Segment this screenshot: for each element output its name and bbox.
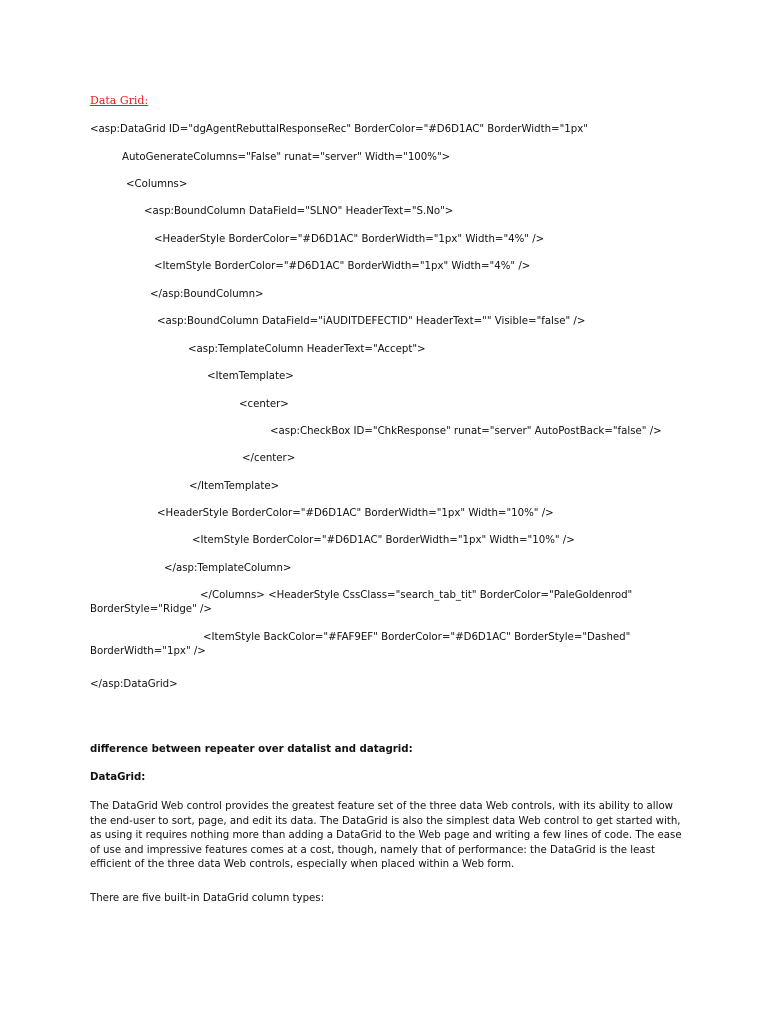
code-line: <ItemTemplate> xyxy=(207,371,294,382)
code-line: <asp:TemplateColumn HeaderText="Accept"> xyxy=(188,344,426,355)
code-line: <HeaderStyle BorderColor="#D6D1AC" BorderWidth="1px" Width="4%" /> xyxy=(154,234,545,245)
code-line: </asp:BoundColumn> xyxy=(150,289,264,300)
code-line: <center> xyxy=(239,399,289,410)
code-line: </Columns> <HeaderStyle CssClass="search_tab_tit" BorderColor="PaleGoldenrod" xyxy=(200,590,633,601)
code-line: AutoGenerateColumns="False" runat="server" Width="100%"> xyxy=(122,152,451,163)
code-line: <ItemStyle BorderColor="#D6D1AC" BorderWidth="1px" Width="10%" /> xyxy=(192,535,575,546)
subsection-title: DataGrid: xyxy=(90,772,146,783)
code-line: </center> xyxy=(242,453,296,464)
code-line: <ItemStyle BackColor="#FAF9EF" BorderColor="#D6D1AC" BorderStyle="Dashed" xyxy=(203,632,631,643)
heading-data-grid: Data Grid: xyxy=(90,94,149,107)
code-line: BorderWidth="1px" /> xyxy=(90,646,206,657)
code-line: <HeaderStyle BorderColor="#D6D1AC" BorderWidth="1px" Width="10%" /> xyxy=(157,508,554,519)
code-line: </asp:TemplateColumn> xyxy=(164,563,292,574)
section-title: difference between repeater over datalist and datagrid: xyxy=(90,744,413,755)
code-line: <ItemStyle BorderColor="#D6D1AC" BorderWidth="1px" Width="4%" /> xyxy=(154,261,531,272)
datagrid-paragraph: The DataGrid Web control provides the greatest feature set of the three data Web controls, with its ability to allow the end-user to sort, page, and edit its data. The DataGrid is also the simplest data Web control to get started with, as using it requires nothing more than adding a DataGrid to the Web page and writing a few lines of code. The ease of use and impressive features comes at a cost, though, namely that of performance: the DataGrid is the least efficient of the three data Web controls, especially when placed within a Web form. xyxy=(90,801,682,870)
code-line: <Columns> xyxy=(126,179,188,190)
code-line: <asp:CheckBox ID="ChkResponse" runat="server" AutoPostBack="false" /> xyxy=(270,426,662,437)
code-line: <asp:BoundColumn DataField="iAUDITDEFECTID" HeaderText="" Visible="false" /> xyxy=(157,316,586,327)
column-types-line: There are five built-in DataGrid column types: xyxy=(90,893,325,904)
code-line: <asp:BoundColumn DataField="SLNO" HeaderText="S.No"> xyxy=(144,206,454,217)
code-line: <asp:DataGrid ID="dgAgentRebuttalResponseRec" BorderColor="#D6D1AC" BorderWidth="1px" xyxy=(90,124,588,135)
code-line: </asp:DataGrid> xyxy=(90,679,178,690)
code-line: </ItemTemplate> xyxy=(189,481,280,492)
code-line: BorderStyle="Ridge" /> xyxy=(90,604,212,615)
